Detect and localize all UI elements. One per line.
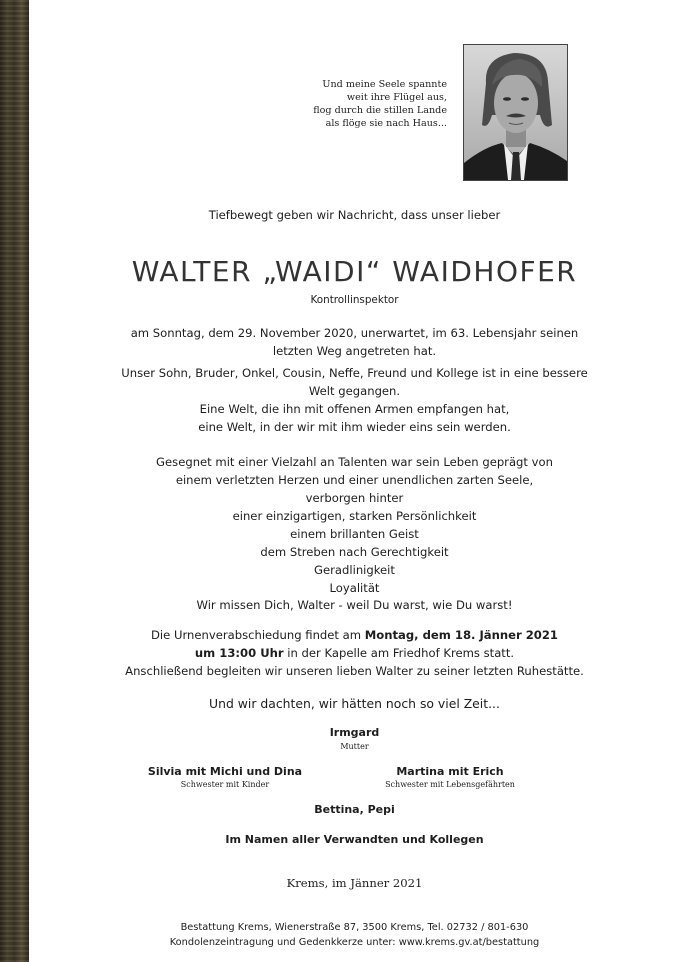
mourner-all-relatives: Im Namen aller Verwandten und Kollegen — [225, 833, 484, 846]
mourner-mother-name: Irmgard — [329, 726, 380, 739]
funeral-line-3: Anschließend begleiten wir unseren lieben Walter zu seiner letzten Ruhestätte. — [125, 664, 584, 678]
funeral-line-1 — [29, 626, 680, 644]
mourner-left-role: Schwester mit Kinder — [180, 780, 270, 789]
text-line: Welt gegangen. — [308, 384, 401, 398]
funeral-date: Montag, dem 18. Jänner 2021 — [364, 628, 558, 642]
deceased-name: WALTER „WAIDI“ WAIDHOFER — [131, 255, 578, 288]
decorative-border-strip — [0, 0, 29, 962]
footer-address: Bestattung Krems, Wienerstraße 87, 3500 Krems, Tel. 02732 / 801-630 — [180, 922, 529, 933]
funeral-line-2 — [29, 644, 680, 662]
funeral-intro: Die Urnenverabschiedung findet am — [151, 628, 365, 642]
intro-text: Tiefbewegt geben wir Nachricht, dass unser lieber — [208, 208, 501, 222]
funeral-location: in der Kapelle am Friedhof Krems statt. — [283, 646, 515, 660]
text-line: dem Streben nach Gerechtigkeit — [260, 545, 449, 559]
text-line: Eine Welt, die ihn mit offenen Armen empfangen hat, — [199, 402, 510, 416]
mourner-right-name: Martina mit Erich — [396, 765, 504, 778]
text-line: verborgen hinter — [305, 491, 404, 505]
poem-line: als flöge sie nach Haus... — [325, 118, 447, 129]
mourner-right-role: Schwester mit Lebensgefährten — [385, 780, 515, 789]
portrait-photo — [463, 44, 568, 181]
text-line: letzten Weg angetreten hat. — [272, 344, 437, 358]
paragraph-better-world — [29, 364, 680, 436]
portrait-image — [464, 45, 567, 180]
text-line: einer einzigartigen, starken Persönlichkeit — [232, 509, 477, 523]
footer-website: Kondolenzeintragung und Gedenkkerze unter: www.krems.gv.at/bestattung — [169, 937, 540, 948]
mourner-others: Bettina, Pepi — [314, 803, 395, 816]
paragraph-talents — [29, 453, 680, 597]
miss-line: Wir missen Dich, Walter - weil Du warst, wie Du warst! — [196, 598, 513, 612]
text-line: eine Welt, in der wir mit ihm wieder eins sein werden. — [198, 420, 511, 434]
mourner-right — [355, 765, 545, 789]
text-line: am Sonntag, dem 29. November 2020, unerwartet, im 63. Lebensjahr seinen — [130, 326, 579, 340]
paragraph-death-notice — [29, 324, 680, 360]
funeral-home-footer — [29, 920, 680, 950]
place-date: Krems, im Jänner 2021 — [286, 876, 423, 890]
poem-line: flog durch die stillen Lande — [313, 105, 447, 116]
closing-quote: Und wir dachten, wir hätten noch so viel Zeit... — [209, 696, 500, 711]
poem-line: Und meine Seele spannte — [322, 79, 447, 90]
mourner-left — [140, 765, 310, 789]
text-line: einem brillanten Geist — [290, 527, 419, 541]
occupation: Kontrollinspektor — [310, 294, 399, 306]
funeral-time: um 13:00 Uhr — [194, 646, 284, 660]
text-line: einem verletzten Herzen und einer unendlichen zarten Seele, — [175, 473, 534, 487]
poem-line: weit ihre Flügel aus, — [346, 92, 447, 103]
text-line: Gesegnet mit einer Vielzahl an Talenten war sein Leben geprägt von — [156, 455, 553, 469]
poem — [290, 78, 447, 130]
text-line: Loyalität — [329, 581, 380, 595]
text-line: Unser Sohn, Bruder, Onkel, Cousin, Neffe, Freund und Kollege ist in eine bessere — [121, 366, 588, 380]
mourner-left-name: Silvia mit Michi und Dina — [147, 765, 303, 778]
text-line: Geradlinigkeit — [314, 563, 395, 577]
funeral-details — [29, 626, 680, 680]
mourner-mother-role: Mutter — [340, 742, 369, 751]
